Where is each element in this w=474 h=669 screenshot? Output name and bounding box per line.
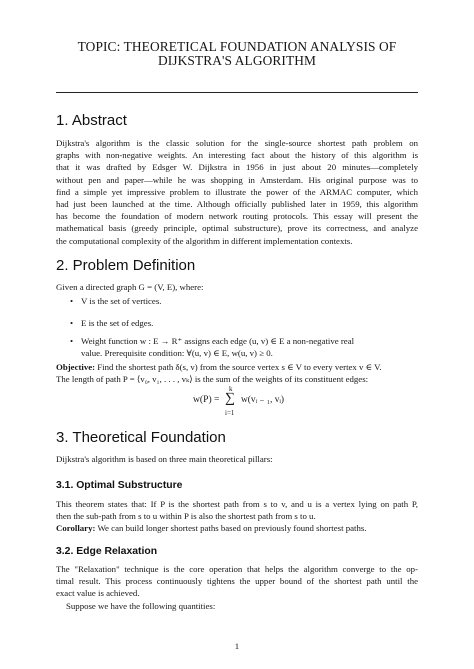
document-page: TOPIC: THEORETICAL FOUNDATION ANALYSIS OF DIJKSTRA'S ALGORITHM 1. Abstract Dijkstra's algorithm is the classic solution for the single-source shortest path problem on graphs with non-negative weights. An interesting fact about the history of this algorithm is that it was drafted by Edsger W. Dijkstra in 1956 in just about 20 minutes—completely without pen and paper—while he was shopping in Amsterdam. His original purpose was to find a simple yet impressive problem to illustrate the power of the ARMAC computer, which had just been launched at the time. Although officially published later in 1959, this algorithm has become the foundation of modern network routing protocols. This essay will present the mathematical basis (greedy principle, optimal substructure), prove its correctness, and analyze the computational complexity of the algorithm in different implementation contexts. 2. Problem Definition Given a directed graph G = (V, E), where: • V is the set of vertices. • E is the set of edges. • Weight function w : E → R⁺ assigns each edge (u, v) ∈ E a non-negative real value. Prerequisite condition: ∀(u, v) ∈ E, w(u, v) ≥ 0. Objective: Find the shortest path δ(s, v) from the source vertex s ∈ V to every vertex v ∈ V. The length of path P = ⟨v₀, v₁, . . . , vₖ⟩ is the sum of the weights of its constituent edges: w(P) = k ∑ i=1 w(vᵢ ₋ ₁, vᵢ) 3. Theoretical Foundation Dijkstra's algorithm is based on three main theoretical pillars: 3.1. Optimal Substructure This theorem states that: If P is the shortest path from s to v, and u is a vertex lying on path P, then the sub-path from s to u within P is also the shortest path from s to u. Corollary: We can build longer shortest paths based on previously found shortest paths. 3.2. Edge Relaxation The "Relaxation" technique is the core operation that helps the algorithm converge to the op- timal result. This process continuously tightens the upper bound of the shortest path until the exact value is achieved. Suppose we have the following quantities: 1: [0, 0, 474, 669]
paragraph-line: graphs with non-negative weights. An interesting fact about the history of this algorithm is: [56, 150, 418, 161]
corollary-label: Corollary:: [56, 523, 96, 534]
subsection-heading-optimal-substructure: 3.1. Optimal Substructure: [56, 480, 183, 491]
paragraph-line: had just been launched at the time. Although officially published later in 1959, this algorithm: [56, 198, 418, 209]
title-divider: [56, 92, 418, 93]
optimal-substructure-paragraph: This theorem states that: If P is the shortest path from s to v, and u is a vertex lying on path P, then the sub-path from s to u within P is also the shortest path from s to u. Corollary: We can build longer shortest paths based on previously found shortest paths.: [56, 499, 418, 534]
section-heading-problem: 2. Problem Definition: [56, 257, 196, 274]
abstract-paragraph: [56, 137, 418, 247]
foundation-intro: Dijkstra's algorithm is based on three main theoretical pillars:: [56, 454, 273, 464]
paragraph-line: find a simple yet impressive problem to illustrate the power of the ARMAC computer, which: [56, 186, 418, 197]
objective-paragraph: Objective: Find the shortest path δ(s, v) from the source vertex s ∈ V to every vertex v ∈ V. The length of path P = ⟨v₀, v₁, . . . , vₖ⟩ is the sum of the weights of its constituent edges:: [56, 362, 382, 385]
paragraph-line: mathematical basis (greedy principle, optimal substructure), prove its correctness, and analyze: [56, 223, 418, 234]
section-heading-foundation: 3. Theoretical Foundation: [56, 429, 226, 446]
paper-title: [40, 40, 434, 68]
title-line-1: TOPIC: THEORETICAL FOUNDATION ANALYSIS OF: [77, 39, 397, 54]
paragraph-line: the computational complexity of the algorithm in different implementation contexts.: [56, 235, 353, 246]
page-number: 1: [234, 641, 240, 651]
paragraph-line: has become the foundation of modern network routing protocols. This essay will present the: [56, 211, 418, 222]
paragraph-line: without pen and paper—while he was shopping in Amsterdam. His original purpose was to: [56, 174, 418, 185]
title-line-2: DIJKSTRA'S ALGORITHM: [157, 53, 317, 68]
section-heading-abstract: 1. Abstract: [56, 112, 127, 129]
subsection-heading-edge-relaxation: 3.2. Edge Relaxation: [56, 546, 158, 557]
objective-label: Objective:: [56, 362, 96, 372]
edge-relaxation-paragraph: The "Relaxation" technique is the core operation that helps the algorithm converge to the op- timal result. This process continuously tightens the upper bound of the shortest path until the exact value is achieved. Suppose we have the following quantities:: [56, 564, 418, 611]
paragraph-line: that it was drafted by Edsger W. Dijkstra in 1956 in just about 20 minutes—completely: [56, 162, 418, 173]
problem-intro: Given a directed graph G = (V, E), where:: [56, 282, 204, 292]
paragraph-line: Dijkstra's algorithm is the classic solution for the single-source shortest path problem on: [56, 138, 418, 148]
